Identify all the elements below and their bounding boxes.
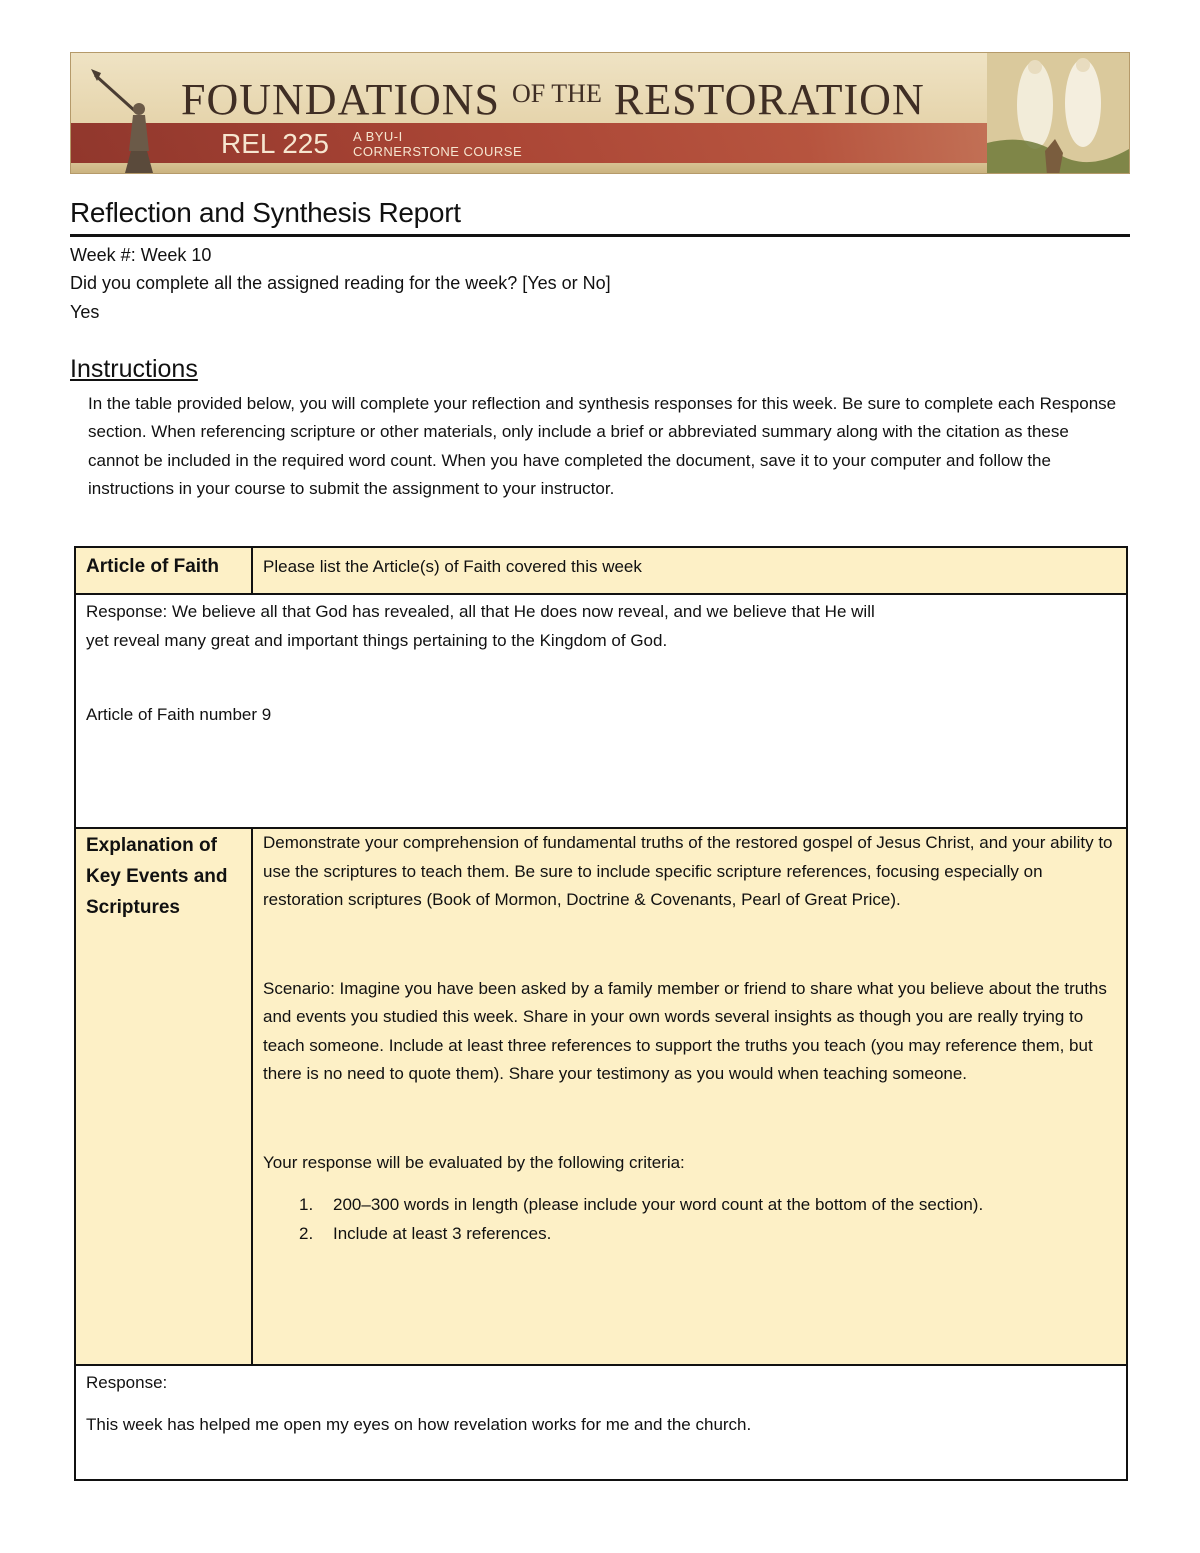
article-of-faith-row — [76, 548, 1126, 593]
banner-title-part3: RESTORATION — [613, 75, 925, 124]
article-response-line2: yet reveal many great and important things pertaining to the Kingdom of God. — [86, 631, 668, 650]
banner-title — [181, 69, 1001, 125]
banner-course-sub-line1: A BYU-I — [353, 129, 403, 144]
scenario-para: Scenario: Imagine you have been asked by a family member or friend to share what you believe about the truths and events you studied this week. Share in your own words several insights as though you are really trying to teach someone. Include at least three references to support the truths you teach (you may reference them, but there is no need to quote them). Share your testimony as you would when teaching someone. — [263, 978, 1107, 1083]
criteria-text: 200–300 words in length (please include your word count at the bottom of the section). — [333, 1195, 984, 1214]
criteria-text: Include at least 3 references. — [333, 1223, 552, 1243]
explanation-prompt — [253, 829, 1126, 1364]
response-label: Response: — [86, 1373, 168, 1392]
banner-course-sub-line2: CORNERSTONE COURSE — [353, 144, 523, 159]
restoration-artwork-icon — [987, 53, 1129, 174]
explanation-label: Explanation of Key Events and Scriptures — [76, 829, 253, 1364]
criteria-number: 2. — [299, 1223, 314, 1243]
article-of-faith-label: Article of Faith — [76, 548, 253, 593]
article-response-line1: Response: We believe all that God has revealed, all that He does now reveal, and we believe that He will — [86, 602, 875, 621]
banner-course-sub — [353, 129, 522, 159]
week-line: Week #: Week 10 — [70, 245, 212, 265]
instructions-body: In the table provided below, you will complete your reflection and synthesis responses for this week. Be sure to complete each Response section. When referencing scripture or other materials, only include a brief or abbreviated summary along with the citation as these cannot be included in the required word count. When you have completed the document, save it to your computer and follow the instructions in your course to submit the assignment to your instructor. — [88, 394, 1117, 498]
title-divider — [70, 234, 1130, 237]
criteria-intro: Your response will be evaluated by the following criteria: — [263, 1152, 685, 1172]
explanation-row — [76, 827, 1126, 1364]
explanation-para1: Demonstrate your comprehension of fundamental truths of the restored gospel of Jesus Christ, and your ability to use the scriptures to teach them. Be sure to include specific scripture references, focusing especially on restoration scriptures (Book of Mormon, Doctrine & Covenants, Pearl of Great Price). — [263, 833, 1113, 909]
reflection-table — [74, 546, 1128, 1481]
article-response-cell[interactable] — [76, 595, 1126, 827]
reading-answer: Yes — [70, 302, 100, 322]
criteria-item — [263, 1220, 1116, 1249]
response-row — [76, 1364, 1126, 1479]
article-response-row — [76, 593, 1126, 827]
article-number: Article of Faith number 9 — [86, 705, 272, 724]
response-text: This week has helped me open my eyes on how revelation works for me and the church. — [86, 1415, 752, 1434]
instructions-heading: Instructions — [70, 355, 198, 383]
banner-title-part1: FOUNDATIONS — [181, 75, 501, 124]
response-cell[interactable] — [76, 1366, 1126, 1479]
article-of-faith-prompt: Please list the Article(s) of Faith covered this week — [253, 548, 1126, 593]
banner-title-part2: OF THE — [512, 79, 602, 108]
criteria-list — [263, 1191, 1116, 1248]
criteria-number: 1. — [299, 1195, 314, 1214]
criteria-item — [263, 1191, 1116, 1220]
reading-question: Did you complete all the assigned reading for the week? [Yes or No] — [70, 273, 611, 293]
banner-course-code: REL 225 — [221, 128, 329, 159]
report-title: Reflection and Synthesis Report — [70, 197, 461, 228]
course-banner — [70, 52, 1130, 174]
banner-bottom-band — [71, 163, 1129, 174]
